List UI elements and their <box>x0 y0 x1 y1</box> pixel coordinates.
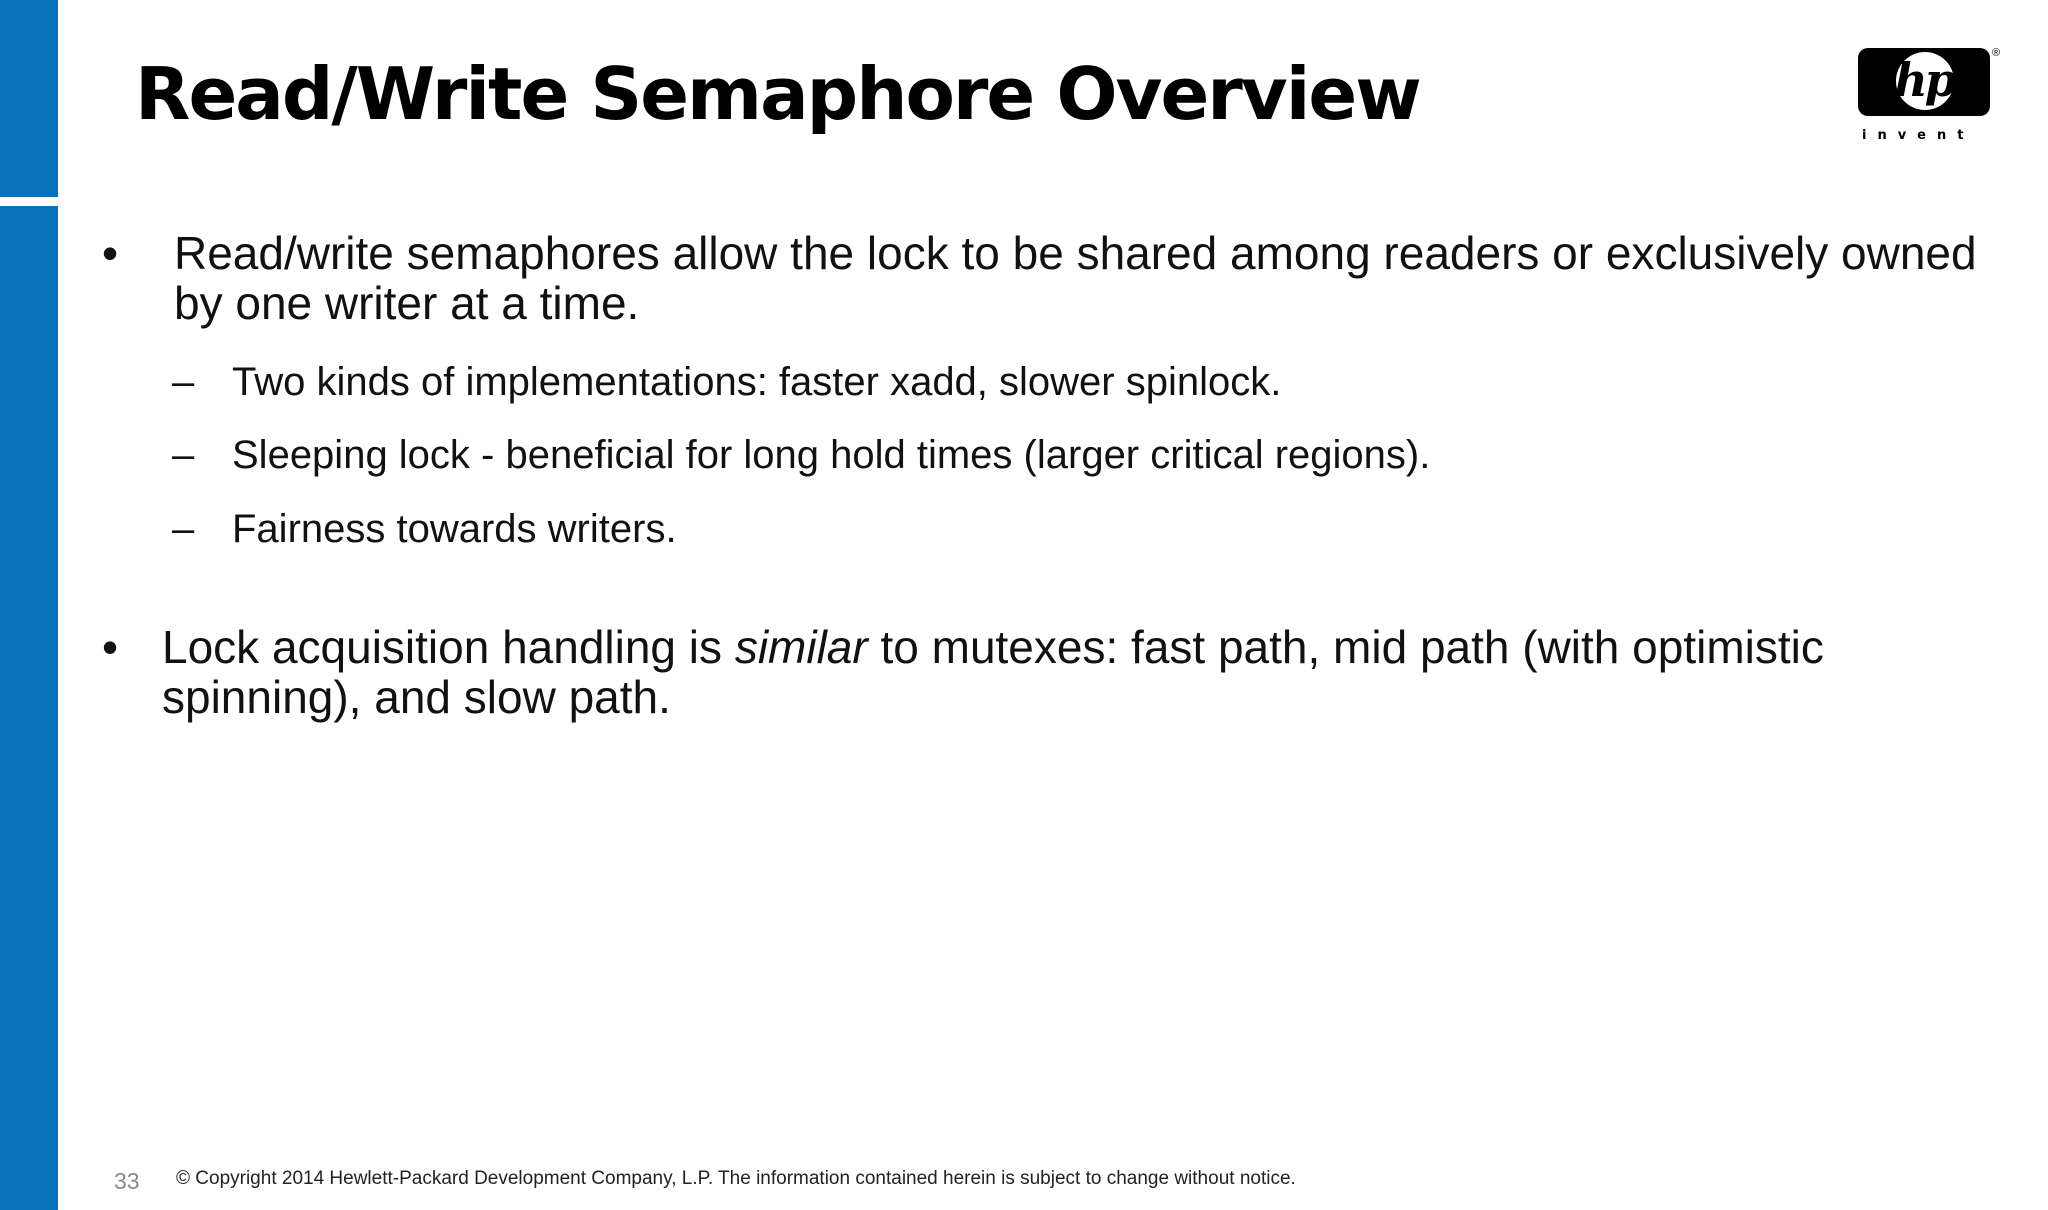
sub-item-text: Fairness towards writers. <box>232 507 677 551</box>
bullet-text-start: Lock acquisition handling is <box>162 621 735 673</box>
sub-item-marker: – <box>172 433 195 477</box>
bullet-text-end: to mutexes: fast path, mid path (with optimistic spinning), and slow path. <box>162 621 1824 723</box>
hp-logo <box>1858 47 2001 148</box>
hp-logo-mark <box>1858 48 1990 116</box>
page-number: 33 <box>114 1168 140 1194</box>
registered-mark: ® <box>1992 47 2001 59</box>
sidebar-accent-top <box>0 0 58 197</box>
bullet-text <box>162 622 1942 722</box>
bullet-text: Read/write semaphores allow the lock to be shared among readers or exclusively owned by one writer at a time. <box>174 227 1977 329</box>
slide-title: Read/Write Semaphore Overview <box>135 52 1420 136</box>
hp-logo-letters: hp <box>1894 53 1954 107</box>
bullet-marker: • <box>102 621 119 673</box>
sub-item-text: Sleeping lock - beneficial for long hold times (larger critical regions). <box>232 433 1431 477</box>
sub-item-marker: – <box>172 360 195 404</box>
bullet-marker: • <box>102 227 119 279</box>
sidebar-accent-bottom <box>0 206 58 1210</box>
logo-tagline: invent <box>1862 128 1975 143</box>
sub-item-text: Two kinds of implementations: faster xadd, slower spinlock. <box>232 360 1282 404</box>
copyright-footer: © Copyright 2014 Hewlett-Packard Development Company, L.P. The information contained herein is subject to change without notice. <box>176 1168 1296 1189</box>
bullet-text-emphasis: similar <box>734 621 868 673</box>
sub-item-marker: – <box>172 507 195 551</box>
